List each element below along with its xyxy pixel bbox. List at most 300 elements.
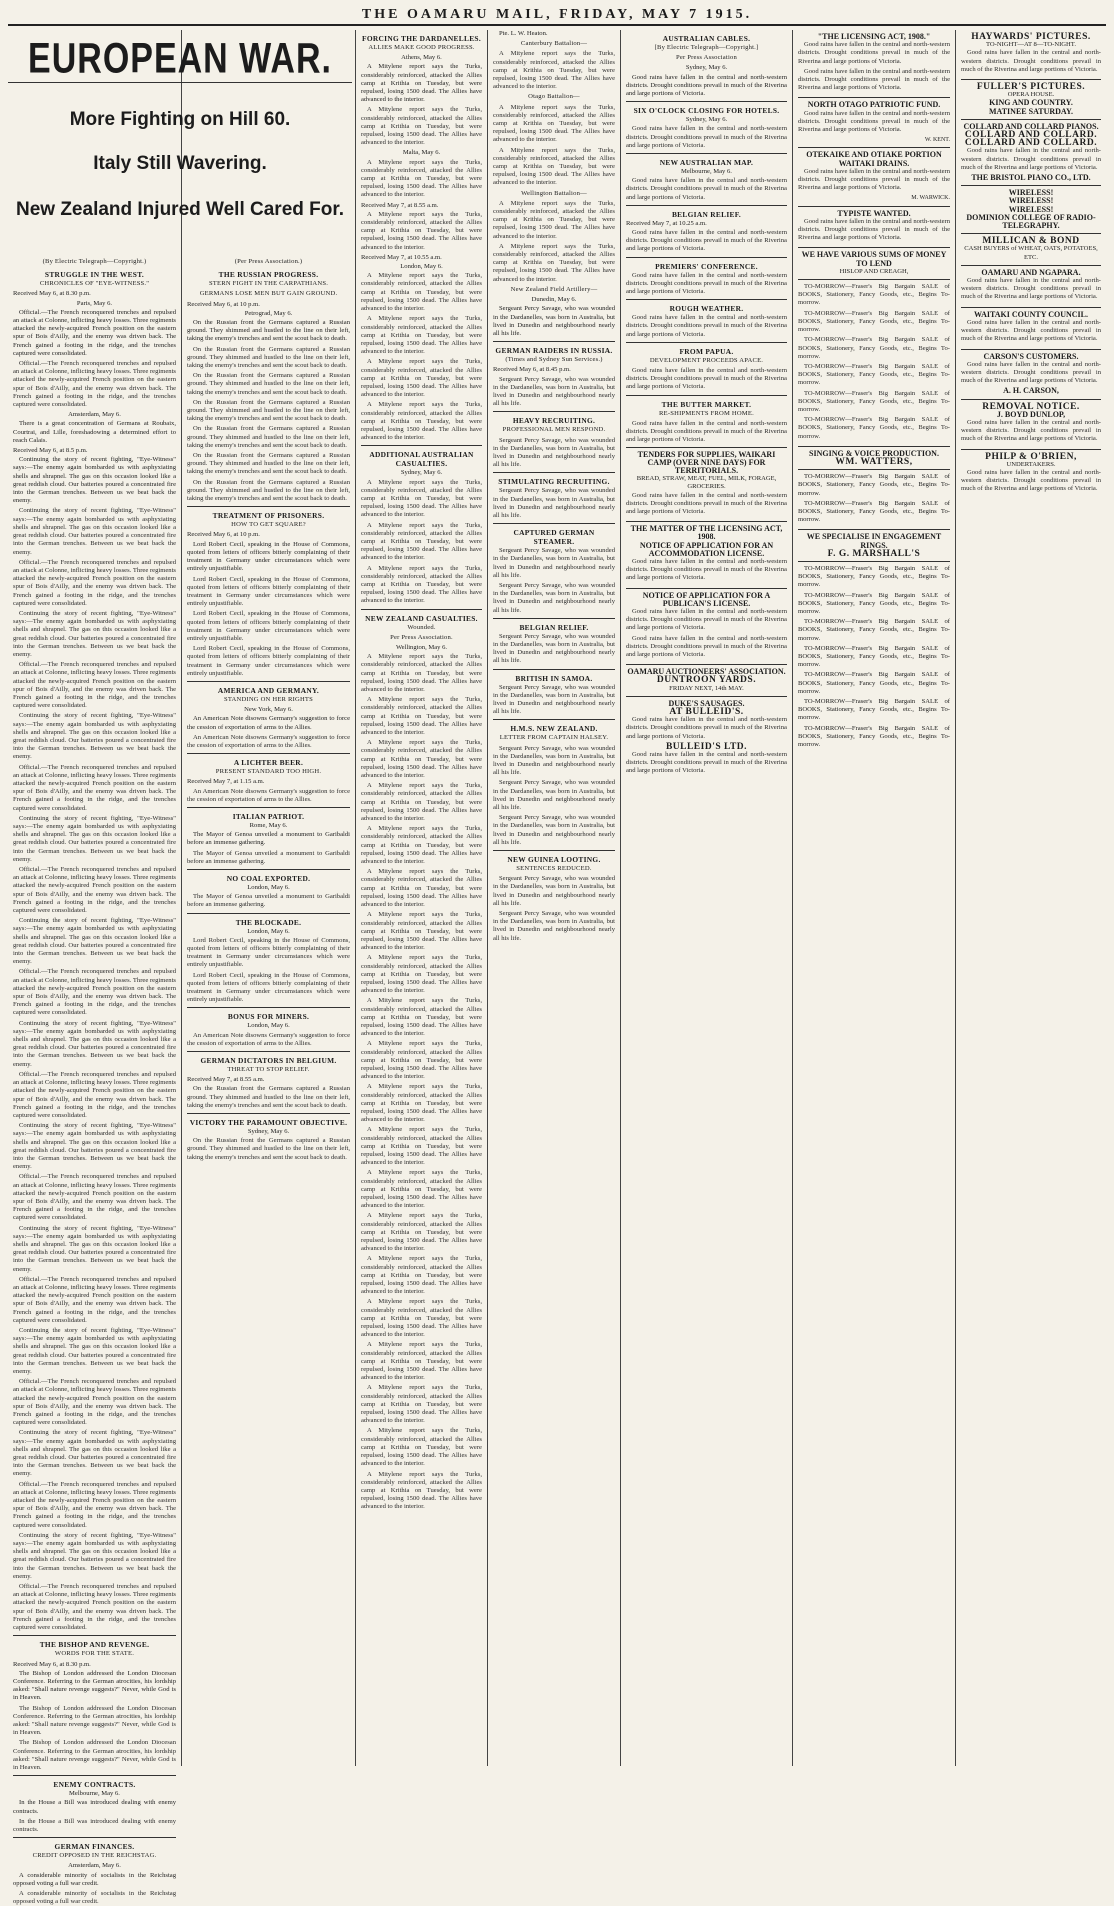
article-paragraph: Official.—The French reconquered trenches and repulsed an attack at Colonne, inflicting heavy losses. Three regiments attacked the newly-acquired French position on the eastern spur of Bois d'Ailly, and the enemy was driven back. The French gained a footing in the ridge, and the trenches captured were consolidated. — [13, 360, 176, 409]
article-paragraph: Sergeant Percy Savage, who was wounded in the Dardanelles, was born in Australia, but lived in Dunedin and neighbourhood nearly all his life. — [493, 305, 615, 337]
typiste-ad — [798, 206, 950, 248]
article-paragraph: Continuing the story of recent fighting, "Eye-Witness" says:—The enemy again bombarded us with asphyxiating shells and shrapnel. The gas on this occasion looked like a great reddish cloud. Our batteries poured a concentrated fire into the German trenches. Between us we beat back the enemy. — [13, 609, 176, 658]
ad-body: Good rains have fallen in the central and north-western districts. Drought conditions prevail in much of the Riverina and large portions of Victoria. — [626, 634, 787, 658]
ad-body: TO-MORROW—Fraser's Big Bargain SALE of BOOKS, Stationery, Fancy Goods, etc., Begins To-morrow. — [798, 499, 950, 524]
column-2 — [182, 30, 356, 1766]
millican-ad — [961, 233, 1101, 265]
article-paragraph: On the Russian front the Germans captured a Russian ground. They shimmed and hustled to the line on their left, taking the enemy's trenches and sent the scout back to death. — [187, 452, 350, 476]
article-paragraph: Official.—The French reconquered trenches and repulsed an attack at Colonne, inflicting heavy losses. Three regiments attacked the newly-acquired French position on the eastern spur of Bois d'Ailly, and the enemy was driven back. The French gained a footing in the ridge, and the trenches captured were consolidated. — [13, 1070, 176, 1119]
article-paragraph: Sergeant Percy Savage, who was wounded in the Dardanelles, was born in Australia, but lived in Dunedin and neighbourhood nearly all his life. — [493, 910, 615, 942]
article-paragraph: Continuing the story of recent fighting, "Eye-Witness" says:—The enemy again bombarded us with asphyxiating shells and shrapnel. The gas on this occasion looked like a great reddish cloud. Our batteries poured a concentrated fire into the German trenches. Between us we beat back the enemy. — [13, 1531, 176, 1580]
money-to-lend-ad — [798, 247, 950, 279]
ad-title: WM. WATTERS, — [835, 456, 913, 467]
article-paragraph: Continuing the story of recent fighting, "Eye-Witness" says:—The enemy again bombarded us with asphyxiating shells and shrapnel. The gas on this occasion looked like a great reddish cloud. Our batteries poured a concentrated fire into the German trenches. Between us we beat back the enemy. — [13, 814, 176, 863]
ad-heading: NORTH OTAGO PATRIOTIC FUND. — [807, 100, 941, 110]
article-paragraph: On the Russian front the Germans captured a Russian ground. They shimmed and hustled to the line on their left, taking the enemy's trenches and sent the scout back to death. — [187, 425, 350, 449]
dateline: Petrograd, May 6. — [244, 309, 293, 317]
article-heading: BELGIAN RELIEF. — [671, 209, 742, 219]
article-paragraph: Good rains have fallen in the central and north-western districts. Drought conditions prevail in much of the Riverina and large portions of Victoria. — [626, 125, 787, 149]
ad-heading: WIRELESS! — [1008, 196, 1054, 206]
ad-heading: WAITAKI COUNTY COUNCIL. — [973, 309, 1088, 319]
ad-heading: DUKE'S SAUSAGES. — [668, 698, 745, 708]
article-paragraph: Sergeant Percy Savage, who was wounded in the Dardanelles, was born in Australia, but lived in Dunedin and neighbourhood nearly all his life. — [493, 581, 615, 614]
article-paragraph: A Mitylene report says the Turks, considerably reinforced, attacked the Allies camp at Krithia on Tuesday, but were repulsed, losing 1500 dead. The Allies have advanced to the interior. — [361, 1212, 482, 1253]
dateline: Received May 6, at 10 p.m. — [187, 300, 260, 308]
article-heading: ITALIAN PATRIOT. — [232, 811, 305, 821]
article-paragraph: Good rains have fallen in the central and north-western districts. Drought conditions prevail in much of the Riverina and large portions of Victoria. — [626, 367, 787, 391]
dateline: London, May 6. — [247, 927, 290, 935]
licensing-notice — [626, 521, 787, 587]
article-heading: GERMAN FINANCES. — [54, 1842, 135, 1852]
dateline: Received May 6, at 8.45 p.m. — [493, 366, 571, 374]
article-heading: H.M.S. NEW ZEALAND. — [510, 724, 598, 734]
article-paragraph: Continuing the story of recent fighting, "Eye-Witness" says:—The enemy again bombarded us with asphyxiating shells and shrapnel. The gas on this occasion looked like a great reddish cloud. Our batteries poured a concentrated fire into the German trenches. Between us we beat back the enemy. — [13, 712, 176, 761]
article-heading: THE BISHOP AND REVENGE. — [39, 1640, 150, 1650]
article-heading: THE RUSSIAN PROGRESS. — [218, 270, 319, 280]
article-paragraph: On the Russian front the Germans captured a Russian ground. They shimmed and hustled to the line on their left, taking the enemy's trenches and sent the scout back to death. — [187, 1137, 350, 1161]
deck-italy: Italy Still Wavering. — [93, 153, 267, 174]
article-paragraph: Official.—The French reconquered trenches and repulsed an attack at Colonne, inflicting heavy losses. Three regiments attacked the newly-acquired French position on the eastern spur of Bois d'Ailly, and the enemy was driven back. The French gained a footing in the ridge, and the trenches captured were consolidated. — [13, 1583, 176, 1632]
article-subheading: WORDS FOR THE STATE. — [54, 1650, 135, 1658]
dateline: Received May 6, at 8.30 p.m. — [13, 290, 91, 298]
ad-body: TO-MORROW—Fraser's Big Bargain SALE of BOOKS, Stationery, Fancy Goods, etc., Begins To-morrow. — [798, 618, 950, 642]
ad-title: REMOVAL NOTICE. — [982, 401, 1080, 412]
dateline: Sydney, May 6. — [247, 1128, 290, 1136]
ad-heading: TENDERS FOR SUPPLIES, WAIKARI CAMP (OVER NINE DAYS) FOR TERRITORIALS. — [637, 449, 776, 475]
article-paragraph: Good rains have fallen in the central and north-western districts. Drought conditions prevail in much of the Riverina and large portions of Victoria. — [626, 177, 787, 201]
article-subheading: PRESENT STANDARD TOO HIGH. — [215, 768, 322, 776]
ad-title: DUNTROON YARDS. — [656, 675, 757, 686]
collard-ad — [961, 119, 1101, 185]
article-paragraph: A Mitylene report says the Turks, considerably reinforced, attacked the Allies camp at Krithia on Tuesday, but were repulsed, losing 1500 dead. The Allies have advanced to the interior. — [361, 210, 482, 251]
ad-title: FULLER'S PICTURES. — [976, 82, 1086, 93]
article-paragraph: Sergeant Percy Savage, who was wounded in the Dardanelles, was born in Australia, but lived in Dunedin and neighbourhood nearly all his life. — [493, 547, 615, 579]
dateline: Paris, May 6. — [76, 299, 113, 307]
ad-signature: HISLOP AND CREAGH, — [839, 267, 909, 275]
ad-title: COLLARD AND COLLARD. — [964, 138, 1098, 149]
ad-title: MILLICAN & BOND — [982, 236, 1080, 247]
casualty-list: A Mitylene report says the Turks, considerably reinforced, attacked the Allies camp at Krithia on Tuesday, but were repulsed, losing 1500 dead. The Allies have advanced to the interior. — [493, 146, 615, 187]
rings-ad — [798, 529, 950, 561]
article-paragraph: An American Note disowns Germany's suggestion to force the cession of exportation of arms to the Allies. — [187, 787, 350, 803]
article-subheading: GERMANS LOSE MEN BUT GAIN GROUND. — [199, 290, 338, 298]
article-paragraph: The Mayor of Genoa unveiled a monument to Garibaldi before an immense gathering. — [187, 831, 350, 847]
battalion-heading: Otago Battalion— — [528, 93, 580, 101]
credit-telegraph: (By Electric Telegraph—Copyright.) — [42, 258, 147, 265]
dateline: Wellington, May 6. — [395, 644, 448, 651]
dateline: London, May 6. — [400, 263, 443, 271]
article-heading: STRUGGLE IN THE WEST. — [44, 270, 145, 280]
war-banner — [8, 30, 352, 223]
article-paragraph: Sergeant Percy Savage, who was wounded in the Dardanelles, was born in Australia, but lived in Dunedin and neighbourhood nearly all his life. — [493, 487, 615, 519]
article-paragraph: Good rains have fallen in the central and north-western districts. Drought conditions prevail in much of the Riverina and large portions of Victoria. — [626, 229, 787, 253]
ad-body: Good rains have fallen in the central and north-western districts. Drought conditions prevail in much of the Riverina and large portions of Victoria. — [961, 277, 1101, 301]
article-paragraph: Official.—The French reconquered trenches and repulsed an attack at Colonne, inflicting heavy losses. Three regiments attacked the newly-acquired French position on the eastern spur of Bois d'Ailly, and the enemy was driven back. The French gained a footing in the ridge, and the trenches captured were consolidated. — [13, 1480, 176, 1529]
ad-body: TO-MORROW—Fraser's Big Bargain SALE of BOOKS, Stationery, Fancy Goods, etc., Begins To-morrow. — [798, 671, 950, 695]
article-paragraph: A considerable minority of socialists in the Reichstag opposed voting a full war credit. — [13, 1889, 176, 1906]
ad-heading: OAMARU AND NGAPARA. — [981, 267, 1081, 277]
ad-heading: WIRELESS! — [1008, 204, 1054, 214]
dateline: Dunedin, May 6. — [531, 296, 577, 304]
article-subheading: Per Press Association — [676, 54, 737, 62]
article-paragraph: The Bishop of London addressed the London Diocesan Conference. Referring to the German atrocities, his lordship asked: "Shall nature revenge suggests?" Never, while God is in Heaven. — [13, 1704, 176, 1737]
auctioneers-ad — [626, 664, 787, 696]
article-paragraph: The Mayor of Genoa unveiled a monument to Garibaldi before an immense gathering. — [187, 893, 350, 909]
article-heading: ENEMY CONTRACTS. — [53, 1780, 136, 1790]
article-heading: GERMAN RAIDERS IN RUSSIA. — [495, 346, 613, 356]
article-heading: VICTORY THE PARAMOUNT OBJECTIVE. — [189, 1118, 348, 1128]
article-paragraph: There is a great concentration of Germans at Roubaix, Courtrai, and Lille, foreshadowing a determined effort to reach Calais. — [13, 420, 176, 444]
article-paragraph: A Mitylene report says the Turks, considerably reinforced, attacked the Allies camp at Krithia on Tuesday, but were repulsed, losing 1500 dead. The Allies have advanced to the interior. — [361, 158, 482, 199]
credit-press: (Per Press Association.) — [234, 258, 303, 265]
column-1 — [8, 30, 182, 1906]
ad-title: COLLARD AND COLLARD. — [964, 130, 1098, 141]
dateline: Amsterdam, May 6. — [68, 411, 121, 419]
article-paragraph: A Mitylene report says the Turks, considerably reinforced, attacked the Allies camp at Krithia on Tuesday, but were repulsed, losing 1500 dead. The Allies have advanced to the interior. — [361, 1169, 482, 1210]
article-paragraph: Official.—The French reconquered trenches and repulsed an attack at Colonne, inflicting heavy losses. Three regiments attacked the newly-acquired French position on the eastern spur of Bois d'Ailly, and the enemy was driven back. The French gained a footing in the ridge, and the trenches captured were consolidated. — [13, 558, 176, 607]
ad-body: TO-MORROW—Fraser's Big Bargain SALE of BOOKS, Stationery, Fancy Goods, etc., Begins To-morrow. — [798, 644, 950, 669]
article-paragraph: Official.—The French reconquered trenches and repulsed an attack at Colonne, inflicting heavy losses. Three regiments attacked the newly-acquired French position on the eastern spur of Bois d'Ailly, and the enemy was driven back. The French gained a footing in the ridge, and the trenches captured were consolidated. — [13, 1173, 176, 1222]
ad-body: Good rains have fallen in the central and north-western districts. Drought conditions prevail in much of the Riverina and large portions of Victoria. — [961, 360, 1101, 385]
article-heading: ROUGH WEATHER. — [669, 304, 744, 314]
article-subheading: CREDIT OPPOSED IN THE REICHSTAG. — [32, 1852, 157, 1860]
ad-heading: WE HAVE VARIOUS SUMS OF MONEY TO LEND — [801, 250, 947, 268]
article-paragraph: Good rains have fallen in the central and north-western districts. Drought conditions prevail in much of the Riverina and large portions of Victoria. — [626, 271, 787, 296]
dateline: Received May 6, at 10 p.m. — [187, 531, 260, 539]
article-heading: NEW ZEALAND CASUALTIES. — [365, 613, 478, 623]
ad-title: PHILP & O'BRIEN, — [985, 451, 1077, 462]
article-paragraph: In the House a Bill was introduced dealing with enemy contracts. — [13, 1799, 176, 1815]
article-paragraph: Lord Robert Cecil, speaking in the House of Commons, quoted from letters of officers bitterly complaining of their treatment in Germany under circumstances which were entirely unjustifiable. — [187, 936, 350, 969]
fraser-ads-2 — [798, 561, 950, 754]
article-paragraph: On the Russian front the Germans captured a Russian ground. They shimmed and hustled to the line on their left, taking the enemy's trenches and sent the scout back to death. — [187, 319, 350, 343]
ad-body: Good rains have fallen in the central and north-western districts. Drought conditions prevail in much of the Riverina and large portions of Victoria. — [626, 716, 787, 740]
dateline: Sydney, May 6. — [685, 116, 728, 124]
article-heading: THE BUTTER MARKET. — [661, 399, 752, 409]
drains-ad — [798, 147, 950, 205]
article-paragraph: A Mitylene report says the Turks, considerably reinforced, attacked the Allies camp at Krithia on Tuesday, but were repulsed, losing 1500 dead. The Allies have advanced to the interior. — [361, 1298, 482, 1339]
article-subheading: RE-SHIPMENTS FROM HOME. — [659, 409, 754, 417]
article-subheading: STERN FIGHT IN THE CARPATHIANS. — [208, 280, 329, 288]
ad-body: TO-MORROW—Fraser's Big Bargain SALE of BOOKS, Stationery, Fancy Goods, etc., Begins To-morrow. — [798, 724, 950, 749]
battalion-heading: New Zealand Field Artillery— — [510, 285, 598, 293]
ad-body: TO-MORROW—Fraser's Big Bargain SALE of BOOKS, Stationery, Fancy Goods, etc., Begins To-morrow. — [798, 564, 950, 589]
article-heading: BRITISH IN SAMOA. — [515, 673, 593, 683]
article-paragraph: Continuing the story of recent fighting, "Eye-Witness" says:—The enemy again bombarded us with asphyxiating shells and shrapnel. The gas on this occasion looked like a great reddish cloud. Our batteries poured a concentrated fire into the German trenches. Between us we beat back the enemy. — [13, 1122, 176, 1171]
ad-body: TO-MORROW—Fraser's Big Bargain SALE of BOOKS, Stationery, Fancy Goods, etc., Begins To-morrow. — [798, 362, 950, 387]
ad-body: Good rains have fallen in the central and north-western districts. Drought conditions prevail in much of the Riverina and large portions of Victoria. — [626, 491, 787, 515]
ad-heading: DOMINION COLLEGE OF RADIO-TELEGRAPHY. — [966, 212, 1096, 231]
article-paragraph: A Mitylene report says the Turks, considerably reinforced, attacked the Allies camp at Krithia on Tuesday, but were repulsed, losing 1500 dead. The Allies have advanced to the interior. — [361, 997, 482, 1038]
column-6 — [793, 30, 956, 1766]
article-paragraph: A Mitylene report says the Turks, considerably reinforced, attacked the Allies camp at Krithia on Tuesday, but were repulsed, losing 1500 dead. The Allies have advanced to the interior. — [361, 1040, 482, 1081]
article-paragraph: Good rains have fallen in the central and north-western districts. Drought conditions prevail in much of the Riverina and large portions of Victoria. — [626, 314, 787, 338]
article-paragraph: Good rains have fallen in the central and north-western districts. Drought conditions prevail in much of the Riverina and large portions of Victoria. — [626, 73, 787, 98]
ad-heading: CARSON'S CUSTOMERS. — [983, 351, 1079, 361]
ad-body: Good rains have fallen in the central and north-western districts. Drought conditions prevail in much of the Riverina and large portions of Victoria. — [961, 418, 1101, 443]
ad-subtitle: CASH BUYERS of WHEAT, OATS, POTATOES, ETC. — [964, 245, 1098, 261]
article-paragraph: A Mitylene report says the Turks, considerably reinforced, attacked the Allies camp at Krithia on Tuesday, but were repulsed, losing 1500 dead. The Allies have advanced to the interior. — [361, 1126, 482, 1167]
article-subheading: SENTENCES REDUCED. — [516, 865, 592, 873]
article-heading: AUSTRALIAN CABLES. — [662, 34, 751, 43]
dateline: Received May 7, at 10.55 a.m. — [361, 253, 442, 261]
casualty-list: A Mitylene report says the Turks, considerably reinforced, attacked the Allies camp at Krithia on Tuesday, but were repulsed, losing 1500 dead. The Allies have advanced to the interior. — [493, 103, 615, 144]
article-paragraph: Lord Robert Cecil, speaking in the House of Commons, quoted from letters of officers bitterly complaining of their treatment in Germany under circumstances which were entirely unjustifiable. — [187, 540, 350, 573]
article-paragraph: A Mitylene report says the Turks, considerably reinforced, attacked the Allies camp at Krithia on Tuesday, but were repulsed, losing 1500 dead. The Allies have advanced to the interior. — [361, 106, 482, 147]
article-paragraph: The Bishop of London addressed the London Diocesan Conference. Referring to the German atrocities, his lordship asked: "Shall nature revenge suggests?" Never, while God is in Heaven. — [13, 1669, 176, 1702]
ad-heading: A. H. CARSON, — [1003, 386, 1059, 396]
article-paragraph: A Mitylene report says the Turks, considerably reinforced, attacked the Allies camp at Krithia on Tuesday, but were repulsed, losing 1500 dead. The Allies have advanced to the interior. — [361, 696, 482, 737]
column-3 — [356, 30, 488, 1766]
article-paragraph: A Mitylene report says the Turks, considerably reinforced, attacked the Allies camp at Krithia on Tuesday, but were repulsed, losing 1500 dead. The Allies have advanced to the interior. — [361, 521, 482, 562]
article-paragraph: Lord Robert Cecil, speaking in the House of Commons, quoted from letters of officers bitterly complaining of their treatment in Germany under circumstances which were entirely unjustifiable. — [187, 610, 350, 642]
ad-title: AT BULLEID'S. — [669, 706, 744, 717]
ad-title: BULLEID'S LTD. — [665, 741, 748, 752]
dateline: Sydney, May 6. — [400, 469, 443, 477]
wireless-ad — [961, 185, 1101, 233]
article-paragraph: Continuing the story of recent fighting, "Eye-Witness" says:—The enemy again bombarded us with asphyxiating shells and shrapnel. The gas on this occasion looked like a great reddish cloud. Our batteries poured a concentrated fire into the German trenches. Between us we beat back the enemy. — [13, 456, 176, 505]
ad-body: TO-MORROW—Fraser's Big Bargain SALE of BOOKS, Stationery, Fancy Goods, etc., Begins To-morrow. — [798, 389, 950, 413]
ad-body: Good rains have fallen in the central and north-western districts. Drought conditions prevail in much of the Riverina and large portions of Victoria. — [798, 217, 950, 242]
article-paragraph: A Mitylene report says the Turks, considerably reinforced, attacked the Allies camp at Krithia on Tuesday, but were repulsed, losing 1500 dead. The Allies have advanced to the interior. — [361, 272, 482, 313]
article-paragraph: Good rains have fallen in the central and north-western districts. Drought conditions prevail in much of the Riverina and large portions of Victoria. — [626, 419, 787, 444]
article-paragraph: Continuing the story of recent fighting, "Eye-Witness" says:—The enemy again bombarded us with asphyxiating shells and shrapnel. The gas on this occasion looked like a great reddish cloud. Our batteries poured a concentrated fire into the German trenches. Between us we beat back the enemy. — [13, 1429, 176, 1478]
article-paragraph: An American Note disowns Germany's suggestion to force the cession of exportation of arms to the Allies. — [187, 715, 350, 731]
dateline: Received May 7, at 10.25 a.m. — [626, 219, 707, 227]
ad-heading: OAMARU AUCTIONEERS' ASSOCIATION. — [627, 667, 786, 677]
column-5 — [621, 30, 793, 1766]
ad-body: TO-MORROW—Fraser's Big Bargain SALE of BOOKS, Stationery, Fancy Goods, etc., Begins To-morrow. — [798, 698, 950, 722]
article-paragraph: Official.—The French reconquered trenches and repulsed an attack at Colonne, inflicting heavy losses. Three regiments attacked the newly-acquired French position on the eastern spur of Bois d'Ailly, and the enemy was driven back. The French gained a footing in the ridge, and the trenches captured were consolidated. — [13, 763, 176, 812]
column-4 — [488, 30, 621, 1766]
article-heading: TREATMENT OF PRISONERS. — [212, 511, 325, 521]
flourmillers-ad — [961, 265, 1101, 307]
carson-ad — [961, 349, 1101, 399]
patriotic-fund-ad — [798, 97, 950, 147]
article-heading: THE BLOCKADE. — [235, 917, 302, 927]
article-subheading: (Times and Sydney Sun Services.) — [505, 356, 603, 364]
article-subheading: Wounded. — [407, 623, 436, 631]
dateline: Athens, May 6. — [401, 54, 442, 62]
ad-signature: M. WARWICK. — [911, 195, 950, 202]
dateline: Sydney, May 6. — [685, 64, 728, 72]
article-paragraph: A Mitylene report says the Turks, considerably reinforced, attacked the Allies camp at Krithia on Tuesday, but were repulsed, losing 1500 dead. The Allies have advanced to the interior. — [361, 401, 482, 442]
haywards-ad — [961, 30, 1101, 79]
article-paragraph: Lord Robert Cecil, speaking in the House of Commons, quoted from letters of officers bitterly complaining of their treatment in Germany under circumstances which were entirely unjustifiable. — [187, 645, 350, 677]
deck-hill-60: More Fighting on Hill 60. — [69, 109, 291, 130]
article-paragraph: A Mitylene report says the Turks, considerably reinforced, attacked the Allies camp at Krithia on Tuesday, but were repulsed, losing 1500 dead. The Allies have advanced to the interior. — [361, 911, 482, 952]
dateline: Rome, May 6. — [249, 821, 288, 829]
singing-ad — [798, 446, 950, 469]
article-heading: NO COAL EXPORTED. — [226, 873, 311, 883]
article-paragraph: A Mitylene report says the Turks, considerably reinforced, attacked the Allies camp at Krithia on Tuesday, but were repulsed, losing 1500 dead. The Allies have advanced to the interior. — [361, 825, 482, 866]
article-paragraph: A Mitylene report says the Turks, considerably reinforced, attacked the Allies camp at Krithia on Tuesday, but were repulsed, losing 1500 dead. The Allies have advanced to the interior. — [361, 478, 482, 519]
ad-subtitle: UNDERTAKERS. — [1006, 460, 1056, 468]
ad-body: Good rains have fallen in the central and north-western districts. Drought conditions prevail in much of the Riverina and large portions of Victoria. — [961, 49, 1101, 73]
article-paragraph: Sergeant Percy Savage, who was wounded in the Dardanelles, was born in Australia, but lived in Dunedin and neighbourhood nearly all his life. — [493, 875, 615, 907]
article-paragraph: A Mitylene report says the Turks, considerably reinforced, attacked the Allies camp at Krithia on Tuesday, but were repulsed, losing 1500 dead. The Allies have advanced to the interior. — [361, 315, 482, 356]
ad-heading: WIRELESS! — [1008, 188, 1054, 198]
ad-body: TO-MORROW—Fraser's Big Bargain SALE of BOOKS, Stationery, Fancy Goods, etc., Begins To-morrow. — [798, 283, 950, 307]
dateline: Melbourne, May 6. — [681, 168, 732, 176]
article-heading: A LICHTER BEER. — [233, 758, 304, 768]
article-paragraph: Sergeant Percy Savage, who was wounded in the Dardanelles, was born in Australia, but lived in Dunedin and neighbourhood nearly all his life. — [493, 436, 615, 469]
article-heading: PREMIERS' CONFERENCE. — [655, 261, 758, 271]
article-heading: NEW GUINEA LOOTING. — [507, 855, 601, 865]
article-paragraph: Sergeant Percy Savage, who was wounded in the Dardanelles, was born in Australia, but lived in Dunedin and neighbourhood nearly all his life. — [493, 814, 615, 846]
article-paragraph: Sergeant Percy Savage, who was wounded in the Dardanelles, was born in Australia, but lived in Dunedin and neighbourhood nearly all his life. — [493, 779, 615, 812]
article-paragraph: A Mitylene report says the Turks, considerably reinforced, attacked the Allies camp at Krithia on Tuesday, but were repulsed, losing 1500 dead. The Allies have advanced to the interior. — [361, 954, 482, 995]
article-paragraph: Lord Robert Cecil, speaking in the House of Commons, quoted from letters of officers bitterly complaining of their treatment in Germany under circumstances which were entirely unjustifiable. — [187, 575, 350, 608]
ad-body: TO-MORROW—Fraser's Big Bargain SALE of BOOKS, Stationery, Fancy Goods, etc., Begins To-morrow. — [798, 473, 950, 497]
ad-body: TO-MORROW—Fraser's Big Bargain SALE of BOOKS, Stationery, Fancy Goods, etc., Begins To-morrow. — [798, 416, 950, 440]
tender-ad — [626, 447, 787, 522]
ad-title: HAYWARDS' PICTURES. — [971, 32, 1091, 42]
ad-subtitle: TO-NIGHT—AT 8—TO-NIGHT. — [986, 41, 1076, 49]
article-heading: CAPTURED GERMAN STEAMER. — [513, 528, 595, 547]
article-paragraph: A Mitylene report says the Turks, considerably reinforced, attacked the Allies camp at Krithia on Tuesday, but were repulsed, losing 1500 dead. The Allies have advanced to the interior. — [361, 868, 482, 909]
article-paragraph: Sergeant Percy Savage, who was wounded in the Dardanelles, was born in Australia, but lived in Dunedin and neighbourhood nearly all his life. — [493, 632, 615, 665]
article-subheading: Per Press Association. — [390, 633, 453, 641]
article-subheading: PROFESSIONAL MEN RESPOND. — [502, 426, 606, 434]
ad-body: Good rains have fallen in the central and north-western districts. Drought conditions prevail in much of the Riverina and large portions of Victoria. — [798, 109, 950, 134]
article-paragraph: The Bishop of London addressed the London Diocesan Conference. Referring to the German atrocities, his lordship asked: "Shall nature revenge suggests?" Never, while God is in Heaven. — [13, 1739, 176, 1771]
fraser-ads — [798, 469, 950, 529]
article-paragraph: On the Russian front the Germans captured a Russian ground. They shimmed and hustled to the line on their left, taking the enemy's trenches and sent the scout back to death. — [187, 478, 350, 503]
columns — [8, 30, 1106, 1906]
article-paragraph: Continuing the story of recent fighting, "Eye-Witness" says:—The enemy again bombarded us with asphyxiating shells and shrapnel. The gas on this occasion looked like a great reddish cloud. Our batteries poured a concentrated fire into the German trenches. Between us we beat back the enemy. — [13, 917, 176, 966]
licensing-ad — [798, 30, 950, 97]
ad-heading: "THE LICENSING ACT, 1908." — [817, 32, 931, 41]
publican-notice — [626, 588, 787, 665]
article-paragraph: A Mitylene report says the Turks, considerably reinforced, attacked the Allies camp at Krithia on Tuesday, but were repulsed, losing 1500 dead. The Allies have advanced to the interior. — [361, 653, 482, 694]
article-subheading: THREAT TO STOP RELIEF. — [227, 1066, 310, 1074]
article-paragraph: A Mitylene report says the Turks, considerably reinforced, attacked the Allies camp at Krithia on Tuesday, but were repulsed, losing 1500 dead. The Allies have advanced to the interior. — [361, 564, 482, 605]
article-paragraph: An American Note disowns Germany's suggestion to force the cession of exportation of arms to the Allies. — [187, 1031, 350, 1047]
dateline: Received May 7, at 1.15 a.m. — [187, 778, 265, 786]
article-paragraph: On the Russian front the Germans captured a Russian ground. They shimmed and hustled to the line on their left, taking the enemy's trenches and sent the scout back to death. — [187, 398, 350, 423]
article-paragraph: Sergeant Percy Savage, who was wounded in the Dardanelles, was born in Australia, but lived in Dunedin and neighbourhood nearly all his life. — [493, 744, 615, 777]
ad-heading: NOTICE OF APPLICATION FOR AN ACCOMMODATION LICENSE. — [639, 540, 774, 558]
county-council-ad — [961, 307, 1101, 349]
bulleids-ad — [626, 696, 787, 781]
article-heading: SIX O'CLOCK CLOSING FOR HOTELS. — [633, 106, 780, 116]
article-paragraph: Sergeant Percy Savage, who was wounded in the Dardanelles, was born in Australia, but lived in Dunedin and neighbourhood nearly all his life. — [493, 683, 615, 716]
ad-body: TO-MORROW—Fraser's Big Bargain SALE of BOOKS, Stationery, Fancy Goods, etc., Begins To-morrow. — [798, 591, 950, 615]
ad-body: Good rains have fallen in the central and north-western districts. Drought conditions prevail in much of the Riverina and large portions of Victoria. — [961, 468, 1101, 493]
ad-heading: WE SPECIALISE IN ENGAGEMENT RINGS. — [806, 532, 942, 550]
removal-notice — [961, 399, 1101, 449]
article-paragraph: A Mitylene report says the Turks, considerably reinforced, attacked the Allies camp at Krithia on Tuesday, but were repulsed, losing 1500 dead. The Allies have advanced to the interior. — [361, 1083, 482, 1124]
dateline: New York, May 6. — [244, 706, 293, 714]
article-paragraph: A Mitylene report says the Turks, considerably reinforced, attacked the Allies camp at Krithia on Tuesday, but were repulsed, losing 1500 dead. The Allies have advanced to the interior. — [361, 1427, 482, 1468]
ad-body: Good rains have fallen in the central and north-western districts. Drought conditions prevail in much of the Riverina and large portions of Victoria. — [798, 41, 950, 65]
dateline: Received May 7, at 8.55 a.m. — [187, 1076, 265, 1084]
casualty-list: Pte. L. W. Heaton. — [499, 30, 548, 37]
article-heading: STIMULATING RECRUITING. — [498, 477, 610, 487]
article-subheading: [By Electric Telegraph—Copyright.] — [654, 44, 759, 51]
article-paragraph: The Mayor of Genoa unveiled a monument to Garibaldi before an immense gathering. — [187, 849, 350, 865]
article-paragraph: An American Note disowns Germany's suggestion to force the cession of exportation of arms to the Allies. — [187, 733, 350, 749]
article-paragraph: Official.—The French reconquered trenches and repulsed an attack at Colonne, inflicting heavy losses. Three regiments attacked the newly-acquired French position on the eastern spur of Bois d'Ailly, and the enemy was driven back. The French gained a footing in the ridge, and the trenches captured were consolidated. — [13, 1275, 176, 1324]
dateline: Received May 7, at 8.55 a.m. — [361, 201, 439, 209]
article-heading: BONUS FOR MINERS. — [227, 1012, 310, 1022]
headline: EUROPEAN WAR. — [28, 35, 332, 83]
article-paragraph: A Mitylene report says the Turks, considerably reinforced, attacked the Allies camp at Krithia on Tuesday, but were repulsed, losing 1500 dead. The Allies have advanced to the interior. — [361, 358, 482, 399]
article-heading: GERMAN DICTATORS IN BELGIUM. — [200, 1056, 337, 1066]
masthead — [8, 6, 1106, 26]
ad-subtitle: OPERA HOUSE. — [1007, 91, 1055, 99]
article-heading: NEW AUSTRALIAN MAP. — [659, 158, 754, 168]
casualty-list: A Mitylene report says the Turks, considerably reinforced, attacked the Allies camp at Krithia on Tuesday, but were repulsed, losing 1500 dead. The Allies have advanced to the interior. — [493, 199, 615, 240]
article-paragraph: Official.—The French reconquered trenches and repulsed an attack at Colonne, inflicting heavy losses. Three regiments attacked the newly-acquired French position on the eastern spur of Bois d'Ailly, and the enemy was driven back. The French gained a footing in the ridge, and the trenches captured were consolidated. — [13, 661, 176, 710]
casualty-list: A Mitylene report says the Turks, considerably reinforced, attacked the Allies camp at Krithia on Tuesday, but were repulsed, losing 1500 dead. The Allies have advanced to the interior. — [493, 50, 615, 91]
article-paragraph: On the Russian front the Germans captured a Russian ground. They shimmed and hustled to the line on their left, taking the enemy's trenches and sent the scout back to death. — [187, 372, 350, 396]
article-heading: BELGIAN RELIEF. — [519, 622, 589, 632]
dateline: Malta, May 6. — [402, 149, 441, 157]
ad-body: Good rains have fallen in the central and north-western districts. Drought conditions prevail in much of the Riverina and large portions of Victoria. — [626, 751, 787, 775]
article-paragraph: A considerable minority of socialists in the Reichstag opposed voting a full war credit. — [13, 1871, 176, 1887]
masthead-title: THE OAMARU MAIL, FRIDAY, MAY 7 1915. — [361, 7, 753, 22]
ad-signature: W. KENT. — [924, 137, 950, 144]
article-subheading: ALLIES MAKE GOOD PROGRESS. — [368, 44, 475, 51]
dateline: London, May 6. — [247, 1022, 290, 1030]
ad-heading: KING AND COUNTRY. — [989, 98, 1073, 108]
article-paragraph: Continuing the story of recent fighting, "Eye-Witness" says:—The enemy again bombarded us with asphyxiating shells and shrapnel. The gas on this occasion looked like a great reddish cloud. Our batteries poured a concentrated fire into the German trenches. Between us we beat back the enemy. — [13, 1326, 176, 1375]
ad-body: Good rains have fallen in the central and north-western districts. Drought conditions prevail in much of the Riverina and large portions of Victoria. — [798, 67, 950, 92]
ad-heading: COLLARD AND COLLARD PIANOS. — [963, 121, 1099, 131]
article-subheading: DEVELOPMENT PROCEEDS APACE. — [649, 356, 764, 364]
undertakers-ad — [961, 449, 1101, 499]
ad-heading: TYPISTE WANTED. — [837, 208, 911, 218]
article-paragraph: On the Russian front the Germans captured a Russian ground. They shimmed and hustled to the line on their left, taking the enemy's trenches and sent the scout back to death. — [187, 345, 350, 370]
ad-body: Good rains have fallen in the central and north-western districts. Drought conditions prevail in much of the Riverina and large portions of Victoria. — [626, 607, 787, 632]
article-paragraph: Official.—The French reconquered trenches and repulsed an attack at Colonne, inflicting heavy losses. Three regiments attacked the newly-acquired French position on the eastern spur of Bois d'Ailly, and the enemy was driven back. The French gained a footing in the ridge, and the trenches captured were consolidated. — [13, 968, 176, 1017]
fullers-ad — [961, 79, 1101, 119]
ad-date: FRIDAY NEXT, 14th MAY. — [669, 684, 744, 692]
ad-body: Good rains have fallen in the central and north-western districts. Drought conditions prevail in much of the Riverina and large portions of Victoria. — [798, 167, 950, 192]
article-paragraph: On the Russian front the Germans captured a Russian ground. They shimmed and hustled to the line on their left, taking the enemy's trenches and sent the scout back to death. — [187, 1085, 350, 1109]
article-subheading: CHRONICLES OF "EYE-WITNESS." — [39, 280, 150, 288]
battalion-heading: Wellington Battalion— — [521, 189, 587, 197]
ad-heading: THE MATTER OF THE LICENSING ACT, 1908. — [630, 524, 783, 542]
ad-list: BREAD, STRAW, MEAT, FUEL, MILK, FORAGE, GROCERIES. — [636, 475, 777, 491]
dateline: London, May 6. — [247, 883, 290, 891]
article-paragraph: A Mitylene report says the Turks, considerably reinforced, attacked the Allies camp at Krithia on Tuesday, but were repulsed, losing 1500 dead. The Allies have advanced to the interior. — [361, 1384, 482, 1425]
article-heading: FROM PAPUA. — [679, 346, 734, 356]
dateline: Received May 6, at 8.5 p.m. — [13, 447, 88, 455]
article-paragraph: Official.—The French reconquered trenches and repulsed an attack at Colonne, inflicting heavy losses. Three regiments attacked the newly-acquired French position on the eastern spur of Bois d'Ailly, and the enemy was driven back. The French gained a footing in the ridge, and the trenches captured were consolidated. — [13, 866, 176, 915]
ad-heading: SINGING & VOICE PRODUCTION. — [809, 448, 939, 458]
article-paragraph: Lord Robert Cecil, speaking in the House of Commons, quoted from letters of officers bitterly complaining of their treatment in Germany under circumstances which were entirely unjustifiable. — [187, 971, 350, 1004]
article-paragraph: In the House a Bill was introduced dealing with enemy contracts. — [13, 1817, 176, 1833]
article-paragraph: Sergeant Percy Savage, who was wounded in the Dardanelles, was born in Australia, but lived in Dunedin and neighbourhood nearly all his life. — [493, 375, 615, 408]
article-paragraph: A Mitylene report says the Turks, considerably reinforced, attacked the Allies camp at Krithia on Tuesday, but were repulsed, losing 1500 dead. The Allies have advanced to the interior. — [361, 739, 482, 780]
article-paragraph: A Mitylene report says the Turks, considerably reinforced, attacked the Allies camp at Krithia on Tuesday, but were repulsed, losing 1500 dead. The Allies have advanced to the interior. — [361, 782, 482, 823]
ad-body: Good rains have fallen in the central and north-western districts. Drought conditions prevail in much of the Riverina and large portions of Victoria. — [626, 557, 787, 582]
dateline: Received May 6, at 8.30 p.m. — [13, 1660, 91, 1668]
article-paragraph: A Mitylene report says the Turks, considerably reinforced, attacked the Allies camp at Krithia on Tuesday, but were repulsed, losing 1500 dead. The Allies have advanced to the interior. — [361, 63, 482, 104]
article-paragraph: A Mitylene report says the Turks, considerably reinforced, attacked the Allies camp at Krithia on Tuesday, but were repulsed, losing 1500 dead. The Allies have advanced to the interior. — [361, 1255, 482, 1296]
column-7 — [956, 30, 1106, 1766]
ad-body: Good rains have fallen in the central and north-western districts. Drought conditions prevail in much of the Riverina and large portions of Victoria. — [961, 147, 1101, 171]
casualty-list: A Mitylene report says the Turks, considerably reinforced, attacked the Allies camp at Krithia on Tuesday, but were repulsed, losing 1500 dead. The Allies have advanced to the interior. — [493, 242, 615, 283]
battalion-heading: Canterbury Battalion— — [520, 40, 588, 48]
ad-heading: MATINEE SATURDAY. — [988, 106, 1074, 116]
dateline: Amsterdam, May 6. — [68, 1862, 121, 1870]
ad-heading: NOTICE OF APPLICATION FOR A PUBLICAN'S LICENSE. — [642, 590, 771, 608]
article-heading: AMERICA AND GERMANY. — [217, 685, 320, 695]
